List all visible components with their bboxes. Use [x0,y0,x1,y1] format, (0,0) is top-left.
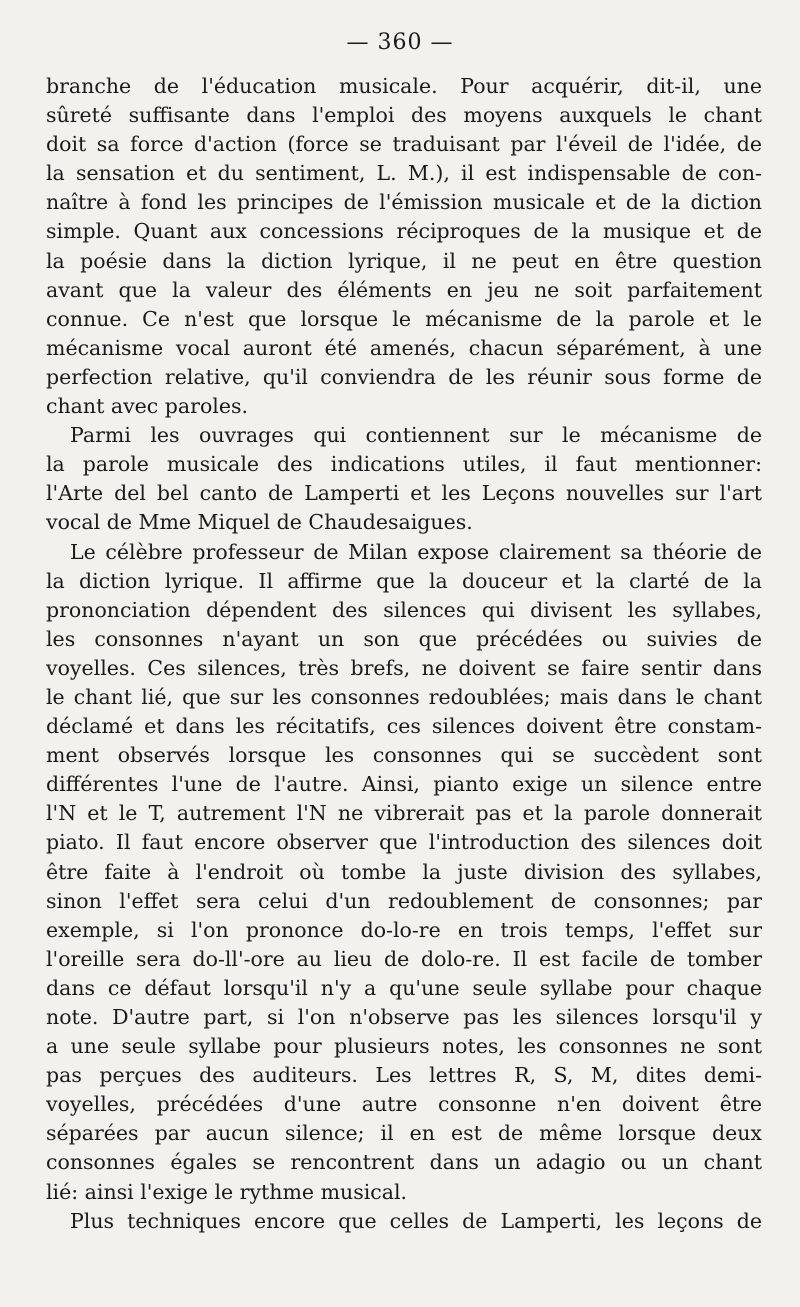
text-line: ment observés lorsque les consonnes qui se succèdent sont [46,743,762,768]
text-line: naître à fond les principes de l'émission musicale et de la diction [46,190,762,215]
text-line: séparées par aucun silence; il en est de même lorsque deux [46,1121,762,1146]
text-line: voyelles. Ces silences, très brefs, ne doivent se faire sentir dans [46,655,762,680]
text-line: sûreté suffisante dans l'emploi des moyens auxquels le chant [46,103,762,128]
text-line: a une seule syllabe pour plusieurs notes, les consonnes ne sont [46,1034,762,1059]
text-line: prononciation dépendent des silences qui divisent les syllabes, [46,597,762,622]
page-number: — 360 — [346,30,454,55]
text-line: simple. Quant aux concessions réciproques de la musique et de [46,219,762,244]
text-line: la poésie dans la diction lyrique, il ne peut en être question [46,248,762,273]
text-line: déclamé et dans les récitatifs, ces silences doivent être constam- [46,714,762,739]
text-line: mécanisme vocal auront été amenés, chacun séparément, à une [46,335,762,360]
text-line: branche de l'éducation musicale. Pour acquérir, dit-il, une [46,74,762,98]
text-line: exemple, si l'on prononce do-lo-re en trois temps, l'effet sur [46,917,762,942]
text-line: vocal de Mme Miquel de Chaudesaigues. [46,510,473,535]
text-line: la sensation et du sentiment, L. M.), il est indispensable de con- [46,161,762,186]
text-line: l'Arte del bel canto de Lamperti et les Leçons nouvelles sur l'art [46,481,762,506]
text-line: dans ce défaut lorsqu'il n'y a qu'une seule syllabe pour chaque [46,975,762,1000]
text-line: être faite à l'endroit où tombe la juste division des syllabes, [46,859,762,884]
text-line: note. D'autre part, si l'on n'observe pas les silences lorsqu'il y [46,1005,762,1029]
text-line: sinon l'effet sera celui d'un redoublement de consonnes; par [46,888,762,913]
text-line: l'oreille sera do-ll'-ore au lieu de dolo-re. Il est facile de tomber [46,946,762,971]
text-line: différentes l'une de l'autre. Ainsi, pianto exige un silence entre [46,772,762,797]
text-line: chant avec paroles. [46,394,249,419]
text-line: connue. Ce n'est que lorsque le mécanisme de la parole et le [46,306,762,331]
text-line: la diction lyrique. Il affirme que la douceur et la clarté de la [46,568,762,593]
text-line: avant que la valeur des éléments en jeu ne soit parfaitement [46,277,762,302]
text-line: lié: ainsi l'exige le rythme musical. [46,1179,408,1204]
text-line: Parmi les ouvrages qui contiennent sur le mécanisme de [70,423,762,448]
text-line: Le célèbre professeur de Milan expose clairement sa théorie de [70,539,762,564]
text-line: la parole musicale des indications utiles, il faut mentionner: [46,452,762,477]
text-line: perfection relative, qu'il conviendra de les réunir sous forme de [46,364,762,389]
body-text [46,72,762,1236]
text-line: l'N et le T, autrement l'N ne vibrerait pas et la parole donnerait [46,801,762,826]
text-line: voyelles, précédées d'une autre consonne n'en doivent être [46,1092,762,1117]
text-line: le chant lié, que sur les consonnes redoublées; mais dans le chant [46,684,762,709]
text-line: les consonnes n'ayant un son que précédées ou suivies de [46,626,762,651]
text-line: piato. Il faut encore observer que l'introduction des silences doit [46,830,762,855]
text-line: consonnes égales se rencontrent dans un adagio ou un chant [46,1150,762,1175]
text-line: doit sa force d'action (force se traduisant par l'éveil de l'idée, de [46,132,762,157]
text-line: Plus techniques encore que celles de Lamperti, les leçons de [70,1208,762,1233]
text-line: pas perçues des auditeurs. Les lettres R, S, M, dites demi- [46,1063,762,1088]
